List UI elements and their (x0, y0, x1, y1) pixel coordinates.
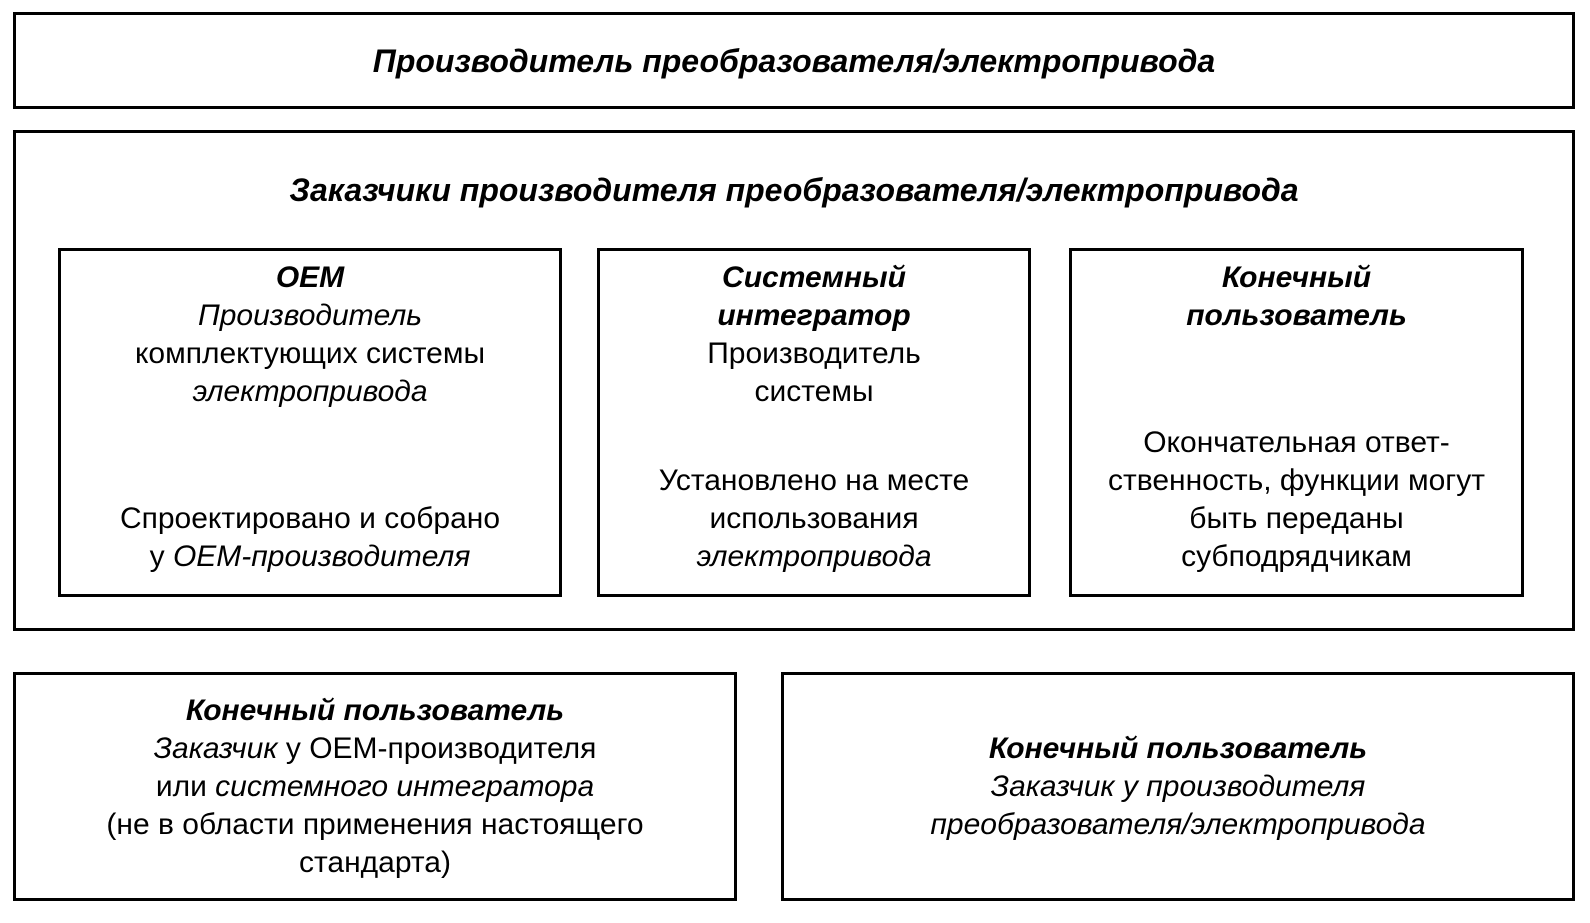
oem-head (61, 259, 559, 411)
drive-manufacturer-title: Производитель преобразователя/электропривода (372, 42, 1216, 79)
end-user-foot (1072, 424, 1521, 576)
end-user-oem-line1-italic: Заказчик (153, 731, 278, 765)
end-user-foot-line3: быть переданы (1189, 502, 1404, 535)
integrator-title-line1: Системный (722, 261, 906, 294)
end-user-oem-line2-normal: или (155, 769, 216, 803)
integrator-foot-line3: электропривода (696, 540, 932, 573)
oem-title: OEM (275, 261, 345, 294)
system-integrator-box (597, 248, 1031, 597)
oem-foot-line2 (61, 538, 559, 576)
integrator-desc-line2: системы (754, 375, 874, 408)
end-user-foot-line4: субподрядчикам (1181, 540, 1412, 573)
end-user-maker-customer-box (781, 672, 1575, 901)
end-user-oem-line2-italic: системного интегратора (215, 769, 595, 803)
end-user-oem-line1 (16, 730, 734, 768)
oem-foot-italic: OEM-производителя (172, 540, 471, 573)
integrator-desc-line1: Производитель (707, 337, 921, 370)
end-user-oem-line4: стандарта) (299, 845, 451, 879)
end-user-head (1072, 259, 1521, 335)
oem-foot-line1: Спроектировано и собрано (119, 502, 501, 535)
end-user-oem-customer-box (13, 672, 737, 901)
oem-box (58, 248, 562, 597)
end-user-box (1069, 248, 1524, 597)
end-user-maker-line2: преобразователя/электропривода (930, 807, 1426, 841)
oem-description-italic: электропривода (192, 375, 428, 408)
customers-title: Заказчики производителя преобразователя/электропривода (289, 172, 1299, 208)
integrator-foot-line2: использования (709, 502, 919, 535)
integrator-head (600, 259, 1028, 411)
customers-box (13, 130, 1575, 631)
end-user-title-line1: Конечный (1221, 261, 1372, 294)
end-user-oem-line2 (16, 768, 734, 806)
end-user-maker-line1: Заказчик у производителя (990, 769, 1366, 803)
oem-foot (61, 500, 559, 576)
end-user-title-line2: пользователь (1186, 299, 1407, 332)
integrator-foot (600, 462, 1028, 576)
oem-foot-prefix: у (149, 540, 173, 573)
end-user-oem-line1-normal: у OEM-производителя (277, 731, 597, 765)
drive-manufacturer-box (13, 12, 1575, 109)
end-user-foot-line2: ственность, функции могут (1108, 464, 1485, 497)
end-user-maker-title: Конечный пользователь (988, 731, 1368, 765)
end-user-oem-title: Конечный пользователь (185, 693, 565, 727)
end-user-foot-line1: Окончательная ответ- (1143, 426, 1450, 459)
oem-subtitle: Производитель (197, 299, 423, 332)
oem-description: комплектующих системы (134, 337, 486, 370)
integrator-foot-line1: Установлено на месте (658, 464, 970, 497)
integrator-title-line2: интегратор (717, 299, 911, 332)
end-user-oem-line3: (не в области применения настоящего (106, 807, 644, 841)
